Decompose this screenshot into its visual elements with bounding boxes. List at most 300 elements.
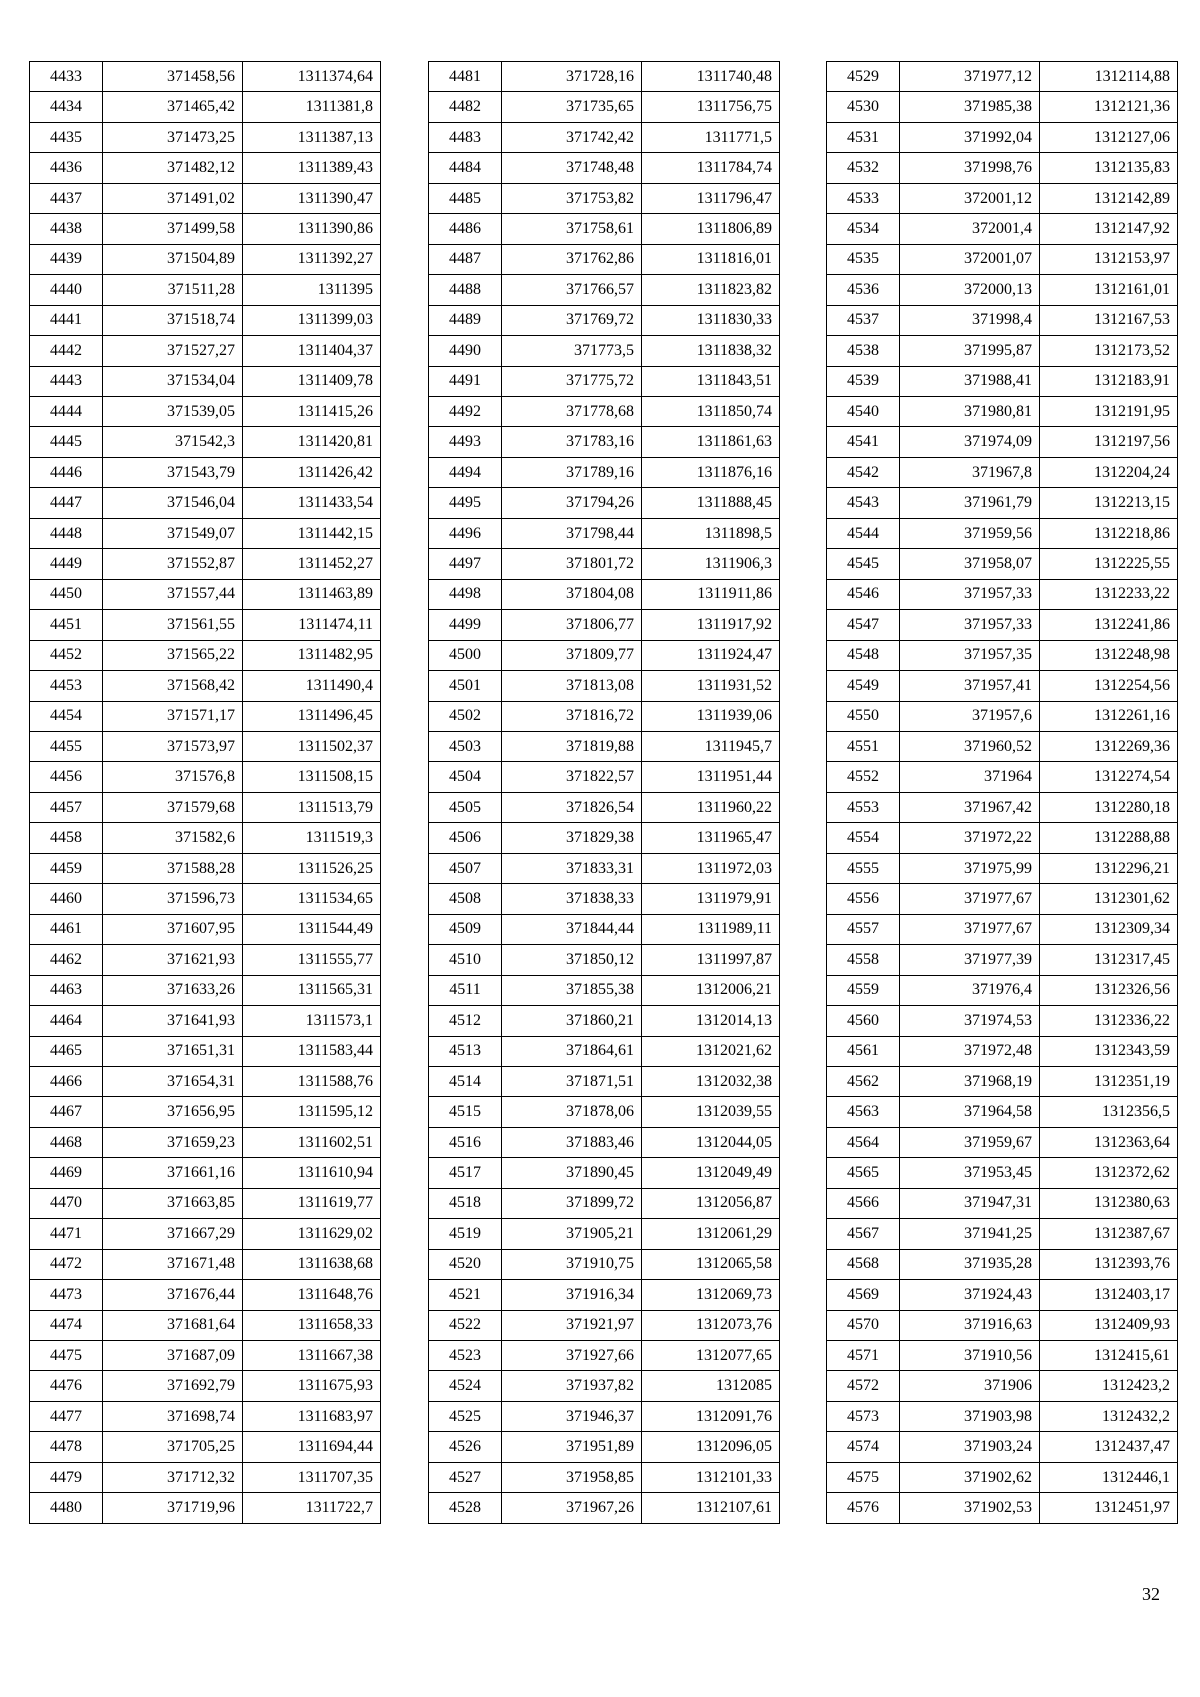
- point-number-cell: 4456: [30, 762, 103, 792]
- y-coordinate-cell: 1311573,1: [243, 1006, 381, 1036]
- x-coordinate-cell: 371511,28: [103, 275, 243, 305]
- table-row: [30, 549, 381, 579]
- table-row: [827, 823, 1178, 853]
- y-coordinate-cell: 1311395: [243, 275, 381, 305]
- x-coordinate-cell: 371778,68: [502, 396, 642, 426]
- y-coordinate-cell: 1311924,47: [642, 640, 780, 670]
- point-number-cell: 4504: [429, 762, 502, 792]
- point-number-cell: 4570: [827, 1310, 900, 1340]
- table-row: [429, 975, 780, 1005]
- x-coordinate-cell: 371906: [900, 1371, 1040, 1401]
- x-coordinate-cell: 371565,22: [103, 640, 243, 670]
- table-row: [429, 122, 780, 152]
- x-coordinate-cell: 371941,25: [900, 1219, 1040, 1249]
- table-row: [827, 945, 1178, 975]
- x-coordinate-cell: 371659,23: [103, 1127, 243, 1157]
- point-number-cell: 4542: [827, 457, 900, 487]
- point-number-cell: 4568: [827, 1249, 900, 1279]
- table-row: [429, 427, 780, 457]
- x-coordinate-cell: 371654,31: [103, 1066, 243, 1096]
- x-coordinate-cell: 371573,97: [103, 731, 243, 761]
- table-row: [429, 62, 780, 92]
- x-coordinate-cell: 371975,99: [900, 853, 1040, 883]
- y-coordinate-cell: 1312317,45: [1040, 945, 1178, 975]
- table-row: [429, 153, 780, 183]
- x-coordinate-cell: 371651,31: [103, 1036, 243, 1066]
- point-number-cell: 4433: [30, 62, 103, 92]
- point-number-cell: 4451: [30, 610, 103, 640]
- point-number-cell: 4463: [30, 975, 103, 1005]
- y-coordinate-cell: 1311972,03: [642, 853, 780, 883]
- table-row: [827, 427, 1178, 457]
- y-coordinate-cell: 1312096,05: [642, 1432, 780, 1462]
- point-number-cell: 4483: [429, 122, 502, 152]
- table-row: [429, 366, 780, 396]
- x-coordinate-cell: 371883,46: [502, 1127, 642, 1157]
- table-row: [827, 1310, 1178, 1340]
- table-row: [827, 1432, 1178, 1462]
- table-row: [827, 153, 1178, 183]
- x-coordinate-cell: 371813,08: [502, 671, 642, 701]
- x-coordinate-cell: 371988,41: [900, 366, 1040, 396]
- point-number-cell: 4550: [827, 701, 900, 731]
- y-coordinate-cell: 1311997,87: [642, 945, 780, 975]
- point-number-cell: 4575: [827, 1462, 900, 1492]
- x-coordinate-cell: 371801,72: [502, 549, 642, 579]
- point-number-cell: 4505: [429, 792, 502, 822]
- y-coordinate-cell: 1311629,02: [243, 1219, 381, 1249]
- point-number-cell: 4469: [30, 1158, 103, 1188]
- x-coordinate-cell: 372000,13: [900, 275, 1040, 305]
- x-coordinate-cell: 371698,74: [103, 1401, 243, 1431]
- y-coordinate-cell: 1312114,88: [1040, 62, 1178, 92]
- x-coordinate-cell: 371968,19: [900, 1066, 1040, 1096]
- y-coordinate-cell: 1311951,44: [642, 762, 780, 792]
- point-number-cell: 4521: [429, 1280, 502, 1310]
- table-row: [827, 579, 1178, 609]
- y-coordinate-cell: 1311816,01: [642, 244, 780, 274]
- point-number-cell: 4562: [827, 1066, 900, 1096]
- table-row: [429, 671, 780, 701]
- table-row: [30, 945, 381, 975]
- y-coordinate-cell: 1312101,33: [642, 1462, 780, 1492]
- y-coordinate-cell: 1312061,29: [642, 1219, 780, 1249]
- x-coordinate-cell: 371957,6: [900, 701, 1040, 731]
- y-coordinate-cell: 1312280,18: [1040, 792, 1178, 822]
- y-coordinate-cell: 1312077,65: [642, 1341, 780, 1371]
- point-number-cell: 4481: [429, 62, 502, 92]
- y-coordinate-cell: 1311588,76: [243, 1066, 381, 1096]
- point-number-cell: 4439: [30, 244, 103, 274]
- table-row: [429, 214, 780, 244]
- table-row: [429, 1006, 780, 1036]
- table-row: [827, 731, 1178, 761]
- coordinate-table-2: [428, 61, 780, 1524]
- point-number-cell: 4454: [30, 701, 103, 731]
- x-coordinate-cell: 371958,85: [502, 1462, 642, 1492]
- point-number-cell: 4467: [30, 1097, 103, 1127]
- table-row: [429, 884, 780, 914]
- x-coordinate-cell: 371829,38: [502, 823, 642, 853]
- x-coordinate-cell: 371561,55: [103, 610, 243, 640]
- y-coordinate-cell: 1312085: [642, 1371, 780, 1401]
- point-number-cell: 4571: [827, 1341, 900, 1371]
- point-number-cell: 4523: [429, 1341, 502, 1371]
- y-coordinate-cell: 1311513,79: [243, 792, 381, 822]
- table-body: [827, 62, 1178, 1524]
- x-coordinate-cell: 371607,95: [103, 914, 243, 944]
- x-coordinate-cell: 371667,29: [103, 1219, 243, 1249]
- point-number-cell: 4441: [30, 305, 103, 335]
- table-row: [827, 1066, 1178, 1096]
- coordinate-table-3: [826, 61, 1178, 1524]
- table-row: [827, 1006, 1178, 1036]
- y-coordinate-cell: 1312107,61: [642, 1493, 780, 1523]
- y-coordinate-cell: 1312301,62: [1040, 884, 1178, 914]
- table-row: [827, 853, 1178, 883]
- point-number-cell: 4434: [30, 92, 103, 122]
- table-row: [429, 1066, 780, 1096]
- point-number-cell: 4515: [429, 1097, 502, 1127]
- table-row: [30, 1280, 381, 1310]
- point-number-cell: 4490: [429, 336, 502, 366]
- y-coordinate-cell: 1312415,61: [1040, 1341, 1178, 1371]
- point-number-cell: 4576: [827, 1493, 900, 1523]
- x-coordinate-cell: 371728,16: [502, 62, 642, 92]
- point-number-cell: 4448: [30, 518, 103, 548]
- y-coordinate-cell: 1312351,19: [1040, 1066, 1178, 1096]
- point-number-cell: 4468: [30, 1127, 103, 1157]
- y-coordinate-cell: 1311694,44: [243, 1432, 381, 1462]
- table-row: [30, 1127, 381, 1157]
- y-coordinate-cell: 1312372,62: [1040, 1158, 1178, 1188]
- x-coordinate-cell: 371735,65: [502, 92, 642, 122]
- x-coordinate-cell: 371557,44: [103, 579, 243, 609]
- x-coordinate-cell: 371656,95: [103, 1097, 243, 1127]
- y-coordinate-cell: 1311945,7: [642, 731, 780, 761]
- table-row: [30, 1188, 381, 1218]
- point-number-cell: 4525: [429, 1401, 502, 1431]
- x-coordinate-cell: 371775,72: [502, 366, 642, 396]
- table-row: [30, 183, 381, 213]
- table-row: [429, 640, 780, 670]
- point-number-cell: 4517: [429, 1158, 502, 1188]
- x-coordinate-cell: 371676,44: [103, 1280, 243, 1310]
- table-row: [30, 610, 381, 640]
- table-row: [429, 823, 780, 853]
- y-coordinate-cell: 1311838,32: [642, 336, 780, 366]
- y-coordinate-cell: 1311960,22: [642, 792, 780, 822]
- point-number-cell: 4472: [30, 1249, 103, 1279]
- table-row: [827, 1158, 1178, 1188]
- table-row: [827, 275, 1178, 305]
- point-number-cell: 4462: [30, 945, 103, 975]
- y-coordinate-cell: 1311898,5: [642, 518, 780, 548]
- x-coordinate-cell: 371641,93: [103, 1006, 243, 1036]
- point-number-cell: 4567: [827, 1219, 900, 1249]
- y-coordinate-cell: 1311389,43: [243, 153, 381, 183]
- y-coordinate-cell: 1311452,27: [243, 549, 381, 579]
- point-number-cell: 4541: [827, 427, 900, 457]
- table-row: [30, 640, 381, 670]
- y-coordinate-cell: 1311508,15: [243, 762, 381, 792]
- table-row: [827, 914, 1178, 944]
- point-number-cell: 4530: [827, 92, 900, 122]
- table-row: [30, 1493, 381, 1523]
- y-coordinate-cell: 1312451,97: [1040, 1493, 1178, 1523]
- point-number-cell: 4446: [30, 457, 103, 487]
- x-coordinate-cell: 371719,96: [103, 1493, 243, 1523]
- point-number-cell: 4565: [827, 1158, 900, 1188]
- y-coordinate-cell: 1312014,13: [642, 1006, 780, 1036]
- y-coordinate-cell: 1311989,11: [642, 914, 780, 944]
- point-number-cell: 4527: [429, 1462, 502, 1492]
- table-row: [30, 671, 381, 701]
- point-number-cell: 4466: [30, 1066, 103, 1096]
- x-coordinate-cell: 371742,42: [502, 122, 642, 152]
- table-row: [429, 914, 780, 944]
- point-number-cell: 4453: [30, 671, 103, 701]
- table-row: [827, 1036, 1178, 1066]
- point-number-cell: 4539: [827, 366, 900, 396]
- y-coordinate-cell: 1311658,33: [243, 1310, 381, 1340]
- point-number-cell: 4447: [30, 488, 103, 518]
- x-coordinate-cell: 371762,86: [502, 244, 642, 274]
- table-row: [30, 62, 381, 92]
- point-number-cell: 4526: [429, 1432, 502, 1462]
- table-row: [30, 823, 381, 853]
- y-coordinate-cell: 1312069,73: [642, 1280, 780, 1310]
- y-coordinate-cell: 1311565,31: [243, 975, 381, 1005]
- x-coordinate-cell: 371967,8: [900, 457, 1040, 487]
- x-coordinate-cell: 371769,72: [502, 305, 642, 335]
- y-coordinate-cell: 1312153,97: [1040, 244, 1178, 274]
- table-row: [429, 1371, 780, 1401]
- y-coordinate-cell: 1311519,3: [243, 823, 381, 853]
- y-coordinate-cell: 1312183,91: [1040, 366, 1178, 396]
- x-coordinate-cell: 371826,54: [502, 792, 642, 822]
- point-number-cell: 4548: [827, 640, 900, 670]
- table-row: [429, 1188, 780, 1218]
- coordinate-table-1: [29, 61, 381, 1524]
- point-number-cell: 4488: [429, 275, 502, 305]
- point-number-cell: 4543: [827, 488, 900, 518]
- point-number-cell: 4551: [827, 731, 900, 761]
- y-coordinate-cell: 1312309,34: [1040, 914, 1178, 944]
- point-number-cell: 4435: [30, 122, 103, 152]
- point-number-cell: 4513: [429, 1036, 502, 1066]
- point-number-cell: 4485: [429, 183, 502, 213]
- x-coordinate-cell: 371692,79: [103, 1371, 243, 1401]
- table-row: [30, 792, 381, 822]
- y-coordinate-cell: 1311390,86: [243, 214, 381, 244]
- x-coordinate-cell: 371964,58: [900, 1097, 1040, 1127]
- point-number-cell: 4482: [429, 92, 502, 122]
- table-row: [429, 853, 780, 883]
- point-number-cell: 4501: [429, 671, 502, 701]
- y-coordinate-cell: 1312432,2: [1040, 1401, 1178, 1431]
- point-number-cell: 4508: [429, 884, 502, 914]
- point-number-cell: 4465: [30, 1036, 103, 1066]
- table-row: [827, 1188, 1178, 1218]
- point-number-cell: 4540: [827, 396, 900, 426]
- point-number-cell: 4445: [30, 427, 103, 457]
- point-number-cell: 4555: [827, 853, 900, 883]
- table-row: [429, 1401, 780, 1431]
- y-coordinate-cell: 1312326,56: [1040, 975, 1178, 1005]
- point-number-cell: 4529: [827, 62, 900, 92]
- y-coordinate-cell: 1311911,86: [642, 579, 780, 609]
- point-number-cell: 4473: [30, 1280, 103, 1310]
- y-coordinate-cell: 1311648,76: [243, 1280, 381, 1310]
- table-row: [429, 579, 780, 609]
- y-coordinate-cell: 1311583,44: [243, 1036, 381, 1066]
- y-coordinate-cell: 1311544,49: [243, 914, 381, 944]
- table-row: [827, 396, 1178, 426]
- table-row: [30, 1036, 381, 1066]
- y-coordinate-cell: 1311490,4: [243, 671, 381, 701]
- table-row: [429, 1432, 780, 1462]
- table-row: [429, 731, 780, 761]
- x-coordinate-cell: 371951,89: [502, 1432, 642, 1462]
- y-coordinate-cell: 1311850,74: [642, 396, 780, 426]
- x-coordinate-cell: 371527,27: [103, 336, 243, 366]
- point-number-cell: 4559: [827, 975, 900, 1005]
- point-number-cell: 4511: [429, 975, 502, 1005]
- x-coordinate-cell: 371937,82: [502, 1371, 642, 1401]
- x-coordinate-cell: 371543,79: [103, 457, 243, 487]
- table-row: [30, 1066, 381, 1096]
- y-coordinate-cell: 1312248,98: [1040, 640, 1178, 670]
- y-coordinate-cell: 1311939,06: [642, 701, 780, 731]
- x-coordinate-cell: 371758,61: [502, 214, 642, 244]
- x-coordinate-cell: 371927,66: [502, 1341, 642, 1371]
- table-row: [30, 457, 381, 487]
- x-coordinate-cell: 371789,16: [502, 457, 642, 487]
- table-row: [827, 1341, 1178, 1371]
- point-number-cell: 4470: [30, 1188, 103, 1218]
- x-coordinate-cell: 371972,22: [900, 823, 1040, 853]
- point-number-cell: 4553: [827, 792, 900, 822]
- table-row: [827, 1219, 1178, 1249]
- point-number-cell: 4436: [30, 153, 103, 183]
- x-coordinate-cell: 371921,97: [502, 1310, 642, 1340]
- table-row: [30, 427, 381, 457]
- table-row: [429, 1462, 780, 1492]
- y-coordinate-cell: 1312191,95: [1040, 396, 1178, 426]
- point-number-cell: 4497: [429, 549, 502, 579]
- y-coordinate-cell: 1312296,21: [1040, 853, 1178, 883]
- x-coordinate-cell: 371910,75: [502, 1249, 642, 1279]
- x-coordinate-cell: 371980,81: [900, 396, 1040, 426]
- table-row: [827, 549, 1178, 579]
- y-coordinate-cell: 1312269,36: [1040, 731, 1178, 761]
- x-coordinate-cell: 371458,56: [103, 62, 243, 92]
- point-number-cell: 4500: [429, 640, 502, 670]
- x-coordinate-cell: 371903,24: [900, 1432, 1040, 1462]
- x-coordinate-cell: 371568,42: [103, 671, 243, 701]
- x-coordinate-cell: 371588,28: [103, 853, 243, 883]
- table-row: [827, 518, 1178, 548]
- x-coordinate-cell: 371806,77: [502, 610, 642, 640]
- y-coordinate-cell: 1311806,89: [642, 214, 780, 244]
- table-row: [30, 762, 381, 792]
- y-coordinate-cell: 1312356,5: [1040, 1097, 1178, 1127]
- y-coordinate-cell: 1312044,05: [642, 1127, 780, 1157]
- y-coordinate-cell: 1311796,47: [642, 183, 780, 213]
- y-coordinate-cell: 1312336,22: [1040, 1006, 1178, 1036]
- y-coordinate-cell: 1312288,88: [1040, 823, 1178, 853]
- point-number-cell: 4528: [429, 1493, 502, 1523]
- table-row: [429, 1310, 780, 1340]
- x-coordinate-cell: 371681,64: [103, 1310, 243, 1340]
- table-row: [429, 244, 780, 274]
- y-coordinate-cell: 1312197,56: [1040, 427, 1178, 457]
- x-coordinate-cell: 371783,16: [502, 427, 642, 457]
- x-coordinate-cell: 371712,32: [103, 1462, 243, 1492]
- y-coordinate-cell: 1312437,47: [1040, 1432, 1178, 1462]
- x-coordinate-cell: 372001,4: [900, 214, 1040, 244]
- y-coordinate-cell: 1312423,2: [1040, 1371, 1178, 1401]
- table-row: [429, 549, 780, 579]
- x-coordinate-cell: 371998,76: [900, 153, 1040, 183]
- point-number-cell: 4545: [827, 549, 900, 579]
- point-number-cell: 4556: [827, 884, 900, 914]
- y-coordinate-cell: 1311595,12: [243, 1097, 381, 1127]
- y-coordinate-cell: 1311404,37: [243, 336, 381, 366]
- y-coordinate-cell: 1312073,76: [642, 1310, 780, 1340]
- table-row: [429, 457, 780, 487]
- point-number-cell: 4566: [827, 1188, 900, 1218]
- table-row: [827, 1462, 1178, 1492]
- point-number-cell: 4516: [429, 1127, 502, 1157]
- table-row: [30, 1371, 381, 1401]
- point-number-cell: 4522: [429, 1310, 502, 1340]
- point-number-cell: 4503: [429, 731, 502, 761]
- point-number-cell: 4460: [30, 884, 103, 914]
- point-number-cell: 4546: [827, 579, 900, 609]
- y-coordinate-cell: 1311771,5: [642, 122, 780, 152]
- table-row: [429, 518, 780, 548]
- point-number-cell: 4476: [30, 1371, 103, 1401]
- table-row: [429, 275, 780, 305]
- x-coordinate-cell: 371671,48: [103, 1249, 243, 1279]
- x-coordinate-cell: 371855,38: [502, 975, 642, 1005]
- x-coordinate-cell: 371546,04: [103, 488, 243, 518]
- table-row: [30, 1341, 381, 1371]
- x-coordinate-cell: 371967,42: [900, 792, 1040, 822]
- x-coordinate-cell: 371794,26: [502, 488, 642, 518]
- y-coordinate-cell: 1311426,42: [243, 457, 381, 487]
- table-row: [30, 1219, 381, 1249]
- table-row: [429, 1158, 780, 1188]
- y-coordinate-cell: 1311381,8: [243, 92, 381, 122]
- table-row: [429, 183, 780, 213]
- y-coordinate-cell: 1311463,89: [243, 579, 381, 609]
- table-row: [429, 1036, 780, 1066]
- x-coordinate-cell: 371972,48: [900, 1036, 1040, 1066]
- table-row: [429, 396, 780, 426]
- table-row: [30, 153, 381, 183]
- y-coordinate-cell: 1312006,21: [642, 975, 780, 1005]
- y-coordinate-cell: 1311667,38: [243, 1341, 381, 1371]
- x-coordinate-cell: 371473,25: [103, 122, 243, 152]
- y-coordinate-cell: 1311979,91: [642, 884, 780, 914]
- y-coordinate-cell: 1312167,53: [1040, 305, 1178, 335]
- x-coordinate-cell: 371816,72: [502, 701, 642, 731]
- y-coordinate-cell: 1311474,11: [243, 610, 381, 640]
- point-number-cell: 4564: [827, 1127, 900, 1157]
